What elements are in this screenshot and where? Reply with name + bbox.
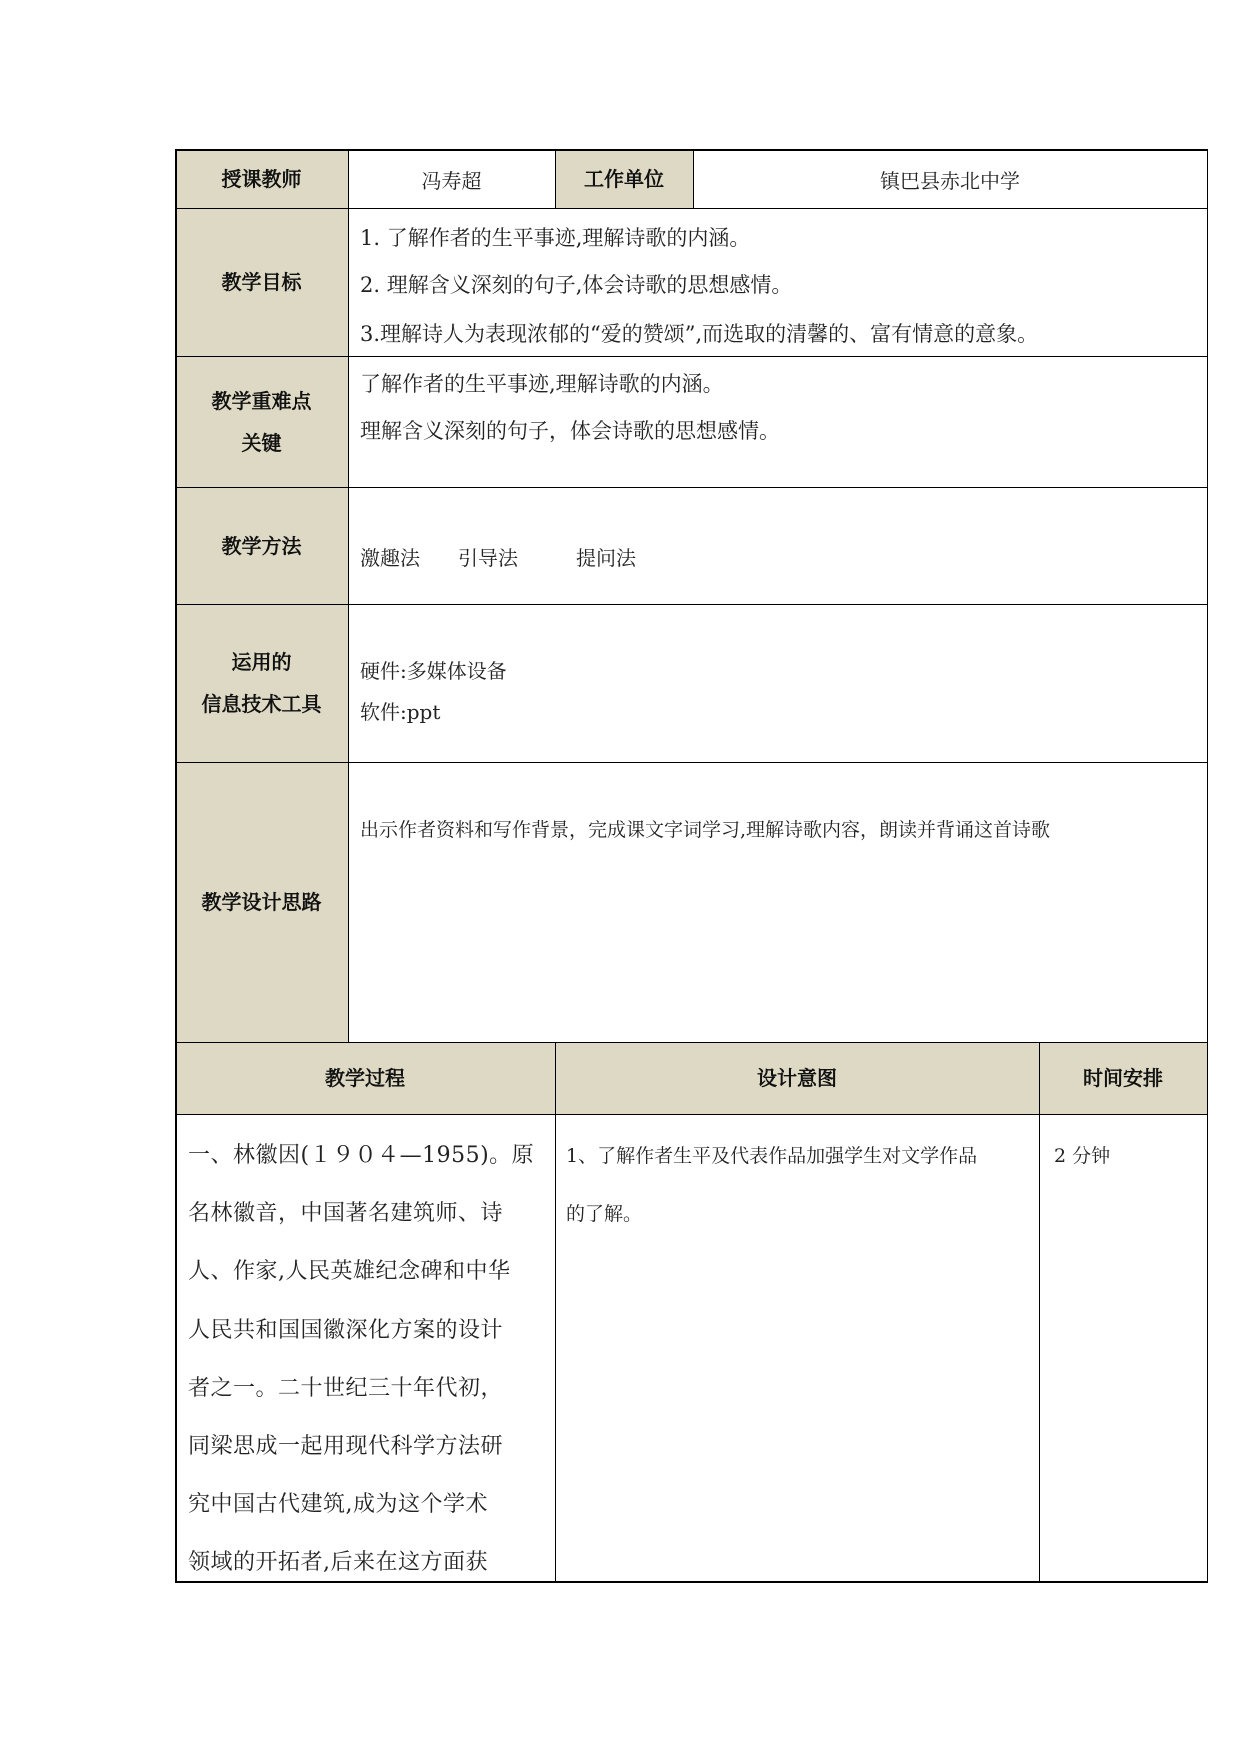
teacher-name <box>348 150 555 208</box>
keypoints-label-line2: 关键 <box>241 430 282 455</box>
intent-line: 的了解。 <box>566 1203 643 1225</box>
method-item: 激趣法 <box>360 546 420 570</box>
method-item: 提问法 <box>576 546 636 570</box>
col-header-intent <box>555 1042 1039 1114</box>
col-divider <box>348 149 349 1042</box>
keypoints-label <box>175 356 348 487</box>
tools-software: 软件:ppt <box>360 700 441 724</box>
teacher-label-text: 授课教师 <box>221 167 302 191</box>
border-line <box>175 149 1208 151</box>
keypoints-content <box>360 356 1207 487</box>
objectives-label <box>175 208 348 356</box>
row-divider <box>175 762 1208 763</box>
col-header-intent-text: 设计意图 <box>757 1066 837 1090</box>
border-line <box>175 1581 1208 1583</box>
methods-content <box>360 487 1207 604</box>
row-divider <box>175 208 1208 209</box>
methods-label-text: 教学方法 <box>221 533 302 558</box>
process-line: 者之一。二十世纪三十年代初， <box>188 1376 504 1401</box>
process-content <box>188 1114 550 1582</box>
objectives-label-text: 教学目标 <box>221 270 302 294</box>
col-header-time <box>1039 1042 1207 1114</box>
method-item: 引导法 <box>458 546 518 570</box>
design-label-text: 教学设计思路 <box>201 890 322 914</box>
objective-item: 1. 了解作者的生平事迹,理解诗歌的内涵。 <box>360 226 751 250</box>
row-divider <box>175 1042 1208 1043</box>
col-divider <box>693 149 694 208</box>
objective-item: 2. 理解含义深刻的句子,体会诗歌的思想感情。 <box>360 273 793 297</box>
design-text: 出示作者资料和写作背景，完成课文字词学习,理解诗歌内容，朗读并背诵这首诗歌 <box>360 819 1051 841</box>
unit-label <box>555 150 693 208</box>
keypoint-item: 理解含义深刻的句子，体会诗歌的思想感情。 <box>360 419 780 443</box>
process-line: 一、林徽因(１９０４—1955)。原 <box>188 1143 535 1168</box>
tools-label <box>175 604 348 762</box>
objectives-content <box>360 208 1207 356</box>
process-line: 人民共和国国徽深化方案的设计 <box>188 1318 504 1343</box>
process-line: 名林徽音，中国著名建筑师、诗 <box>188 1201 504 1226</box>
methods-label <box>175 487 348 604</box>
col-divider <box>1039 1042 1040 1582</box>
design-content <box>360 762 1207 1042</box>
teacher-name-text: 冯寿超 <box>421 168 482 193</box>
border-line <box>1207 149 1209 1583</box>
process-line: 同梁思成一起用现代科学方法研 <box>188 1434 504 1459</box>
objective-item: 3.理解诗人为表现浓郁的“爱的赞颂”,而选取的清馨的、富有情意的意象。 <box>360 322 1039 346</box>
row-divider <box>175 356 1208 357</box>
keypoint-item: 了解作者的生平事迹,理解诗歌的内涵。 <box>360 372 724 396</box>
row-divider <box>175 1114 1208 1115</box>
intent-content <box>566 1114 1036 1582</box>
tools-label-line1: 运用的 <box>231 650 292 674</box>
teacher-label <box>175 150 348 208</box>
row-divider <box>175 604 1208 605</box>
col-header-process-text: 教学过程 <box>325 1066 405 1090</box>
design-label <box>175 762 348 1042</box>
time-value: 2 分钟 <box>1054 1145 1111 1167</box>
tools-content <box>360 604 1207 762</box>
process-line: 领域的开拓者,后来在这方面获 <box>188 1550 488 1575</box>
tools-hardware: 硬件:多媒体设备 <box>360 659 507 683</box>
keypoints-label-line1: 教学重难点 <box>211 388 312 413</box>
time-content <box>1054 1114 1204 1582</box>
border-line <box>175 149 177 1583</box>
unit-label-text: 工作单位 <box>584 167 664 191</box>
process-line: 人、作家,人民英雄纪念碑和中华 <box>188 1259 511 1284</box>
unit-name <box>693 150 1207 208</box>
intent-line: 1、了解作者生平及代表作品加强学生对文学作品 <box>566 1145 978 1167</box>
tools-label-line2: 信息技术工具 <box>201 692 322 716</box>
unit-name-text: 镇巴县赤北中学 <box>880 168 1020 193</box>
col-divider <box>555 149 556 208</box>
row-divider <box>175 487 1208 488</box>
col-header-time-text: 时间安排 <box>1083 1066 1163 1090</box>
col-header-process <box>175 1042 555 1114</box>
process-line: 究中国古代建筑,成为这个学术 <box>188 1492 488 1517</box>
col-divider <box>555 1042 556 1582</box>
